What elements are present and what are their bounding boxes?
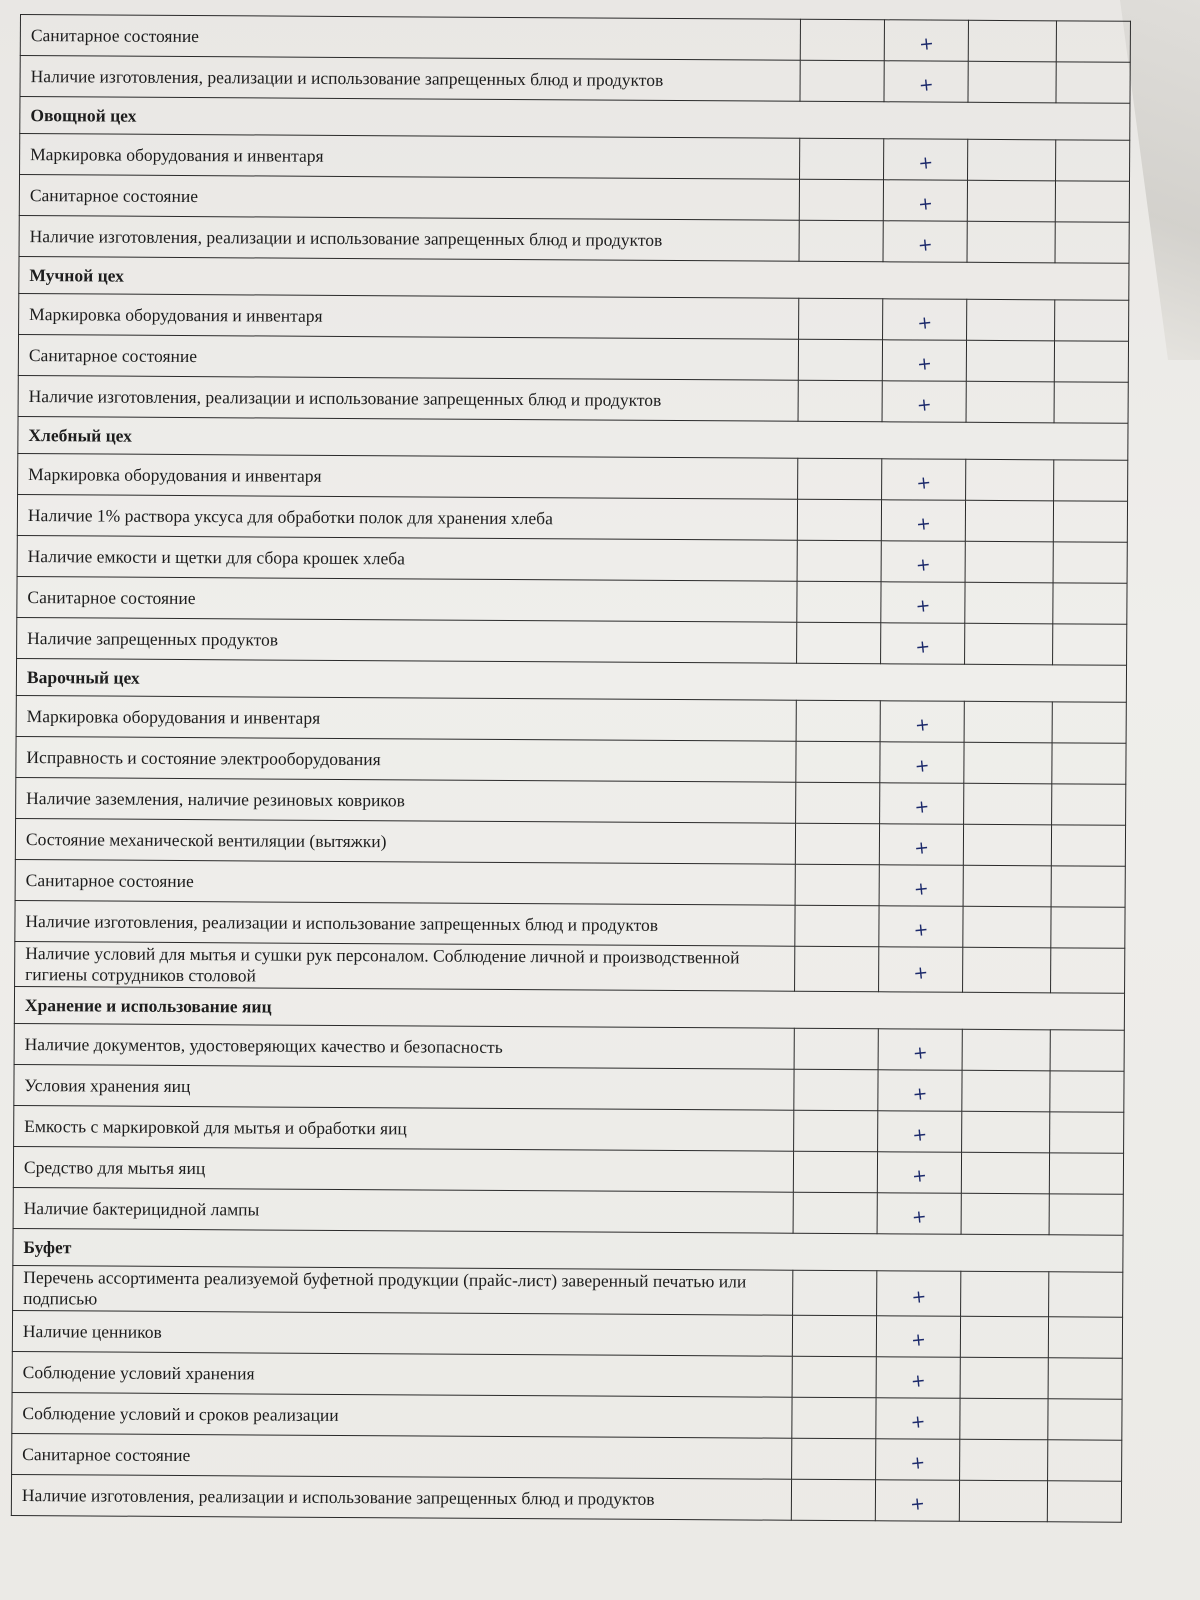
handwritten-plus-mark: +	[914, 636, 932, 658]
empty-cell	[960, 1398, 1048, 1440]
empty-cell	[967, 299, 1055, 341]
empty-cell	[794, 1110, 878, 1152]
empty-cell	[963, 906, 1051, 948]
criterion-text: Соблюдение условий и сроков реализации	[12, 1392, 792, 1438]
empty-cell	[1051, 866, 1125, 907]
empty-cell	[798, 339, 882, 381]
empty-cell	[797, 581, 881, 623]
handwritten-plus-mark: +	[911, 1124, 929, 1146]
criterion-text: Наличие изготовления, реализации и использование запрещенных блюд и продуктов	[20, 56, 800, 102]
checklist-body	[11, 15, 1130, 1523]
handwritten-mark-cell	[883, 180, 967, 222]
handwritten-plus-mark: +	[918, 33, 935, 55]
checklist-row	[18, 453, 1128, 501]
criterion-text: Наличие бактерицидной лампы	[13, 1187, 793, 1233]
empty-cell	[794, 1069, 878, 1111]
empty-cell	[961, 1152, 1049, 1194]
handwritten-mark-cell	[883, 299, 967, 341]
empty-cell	[1052, 784, 1126, 825]
handwritten-plus-mark: +	[913, 837, 931, 859]
empty-cell	[965, 500, 1053, 542]
checklist-row	[16, 695, 1126, 743]
criterion-text: Санитарное состояние	[12, 1433, 792, 1479]
checklist-row	[17, 617, 1127, 665]
criterion-text: Санитарное состояние	[19, 175, 799, 221]
handwritten-plus-mark: +	[909, 1411, 927, 1433]
checklist-row	[19, 175, 1129, 223]
criterion-text: Маркировка оборудования и инвентаря	[18, 453, 798, 499]
empty-cell	[1055, 222, 1129, 263]
empty-cell	[1054, 460, 1128, 501]
criterion-text: Наличие емкости и щетки для сбора крошек хлеба	[17, 535, 797, 581]
empty-cell	[1051, 825, 1125, 866]
handwritten-mark-cell	[876, 1439, 960, 1481]
empty-cell	[1053, 624, 1127, 665]
empty-cell	[966, 381, 1054, 423]
checklist-row	[16, 736, 1126, 784]
handwritten-plus-mark: +	[916, 353, 934, 375]
handwritten-plus-mark: +	[911, 1165, 929, 1187]
criterion-text: Перечень ассортимента реализуемой буфетной продукции (прайс-лист) заверенный печатью или подписью	[13, 1265, 793, 1315]
empty-cell	[795, 864, 879, 906]
criterion-text: Соблюдение условий хранения	[12, 1351, 792, 1397]
empty-cell	[1050, 1030, 1124, 1071]
checklist-row	[12, 1433, 1122, 1481]
criterion-text: Наличие изготовления, реализации и использование запрещенных блюд и продуктов	[15, 900, 795, 946]
empty-cell	[1056, 140, 1130, 181]
handwritten-plus-mark: +	[909, 1493, 927, 1515]
section-title: Хранение и использование яиц	[14, 986, 1124, 1030]
empty-cell	[795, 905, 879, 947]
empty-cell	[965, 623, 1053, 665]
checklist-row	[14, 1064, 1124, 1112]
handwritten-plus-mark: +	[911, 1206, 928, 1228]
empty-cell	[1056, 62, 1130, 103]
section-title: Варочный цех	[16, 658, 1126, 702]
empty-cell	[961, 1271, 1049, 1317]
checklist-row	[17, 535, 1127, 583]
criterion-text: Средство для мытья яиц	[13, 1146, 793, 1192]
handwritten-mark-cell	[884, 139, 968, 181]
empty-cell	[959, 1480, 1047, 1522]
empty-cell	[961, 1193, 1049, 1235]
empty-cell	[798, 458, 882, 500]
criterion-text: Маркировка оборудования и инвентаря	[16, 695, 796, 741]
handwritten-mark-cell	[879, 824, 963, 866]
checklist-row	[11, 1474, 1121, 1522]
empty-cell	[1047, 1481, 1121, 1522]
criterion-text: Исправность и состояние электрооборудования	[16, 736, 796, 782]
criterion-text: Санитарное состояние	[18, 334, 798, 380]
handwritten-plus-mark: +	[918, 74, 935, 96]
empty-cell	[799, 179, 883, 221]
criterion-text: Санитарное состояние	[20, 15, 800, 61]
criterion-text: Наличие запрещенных продуктов	[17, 617, 797, 663]
empty-cell	[1052, 702, 1126, 743]
empty-cell	[968, 61, 1056, 103]
empty-cell	[800, 138, 884, 180]
criterion-text: Наличие ценников	[12, 1310, 792, 1356]
empty-cell	[1048, 1317, 1122, 1358]
handwritten-plus-mark: +	[914, 595, 932, 617]
empty-cell	[798, 380, 882, 422]
checklist-row	[15, 900, 1125, 948]
empty-cell	[963, 947, 1051, 993]
handwritten-mark-cell	[881, 623, 965, 665]
section-title: Овощной цех	[20, 97, 1130, 141]
criterion-text: Санитарное состояние	[15, 859, 795, 905]
criterion-text: Наличие изготовления, реализации и использование запрещенных блюд и продуктов	[11, 1474, 791, 1520]
checklist-row	[13, 1146, 1123, 1194]
handwritten-plus-mark: +	[915, 472, 933, 494]
empty-cell	[796, 700, 880, 742]
handwritten-mark-cell	[878, 1070, 962, 1112]
empty-cell	[793, 1270, 877, 1316]
empty-cell	[964, 701, 1052, 743]
checklist-row	[19, 293, 1129, 341]
handwritten-mark-cell	[882, 381, 966, 423]
handwritten-mark-cell	[877, 1271, 961, 1317]
handwritten-plus-mark: +	[917, 234, 934, 256]
criterion-text: Наличие документов, удостоверяющих качество и безопасность	[14, 1023, 794, 1069]
empty-cell	[1053, 542, 1127, 583]
empty-cell	[964, 742, 1052, 784]
checklist-row	[15, 859, 1125, 907]
criterion-text: Санитарное состояние	[17, 576, 797, 622]
handwritten-mark-cell	[880, 783, 964, 825]
section-title: Буфет	[13, 1228, 1123, 1272]
empty-cell	[796, 741, 880, 783]
empty-cell	[1049, 1153, 1123, 1194]
criterion-text: Наличие условий для мытья и сушки рук персоналом. Соблюдение личной и производственной гигиены сотрудников столовой	[15, 941, 795, 991]
handwritten-plus-mark: +	[909, 1452, 927, 1474]
empty-cell	[1053, 501, 1127, 542]
checklist-row	[17, 494, 1127, 542]
empty-cell	[1048, 1358, 1122, 1399]
empty-cell	[797, 499, 881, 541]
handwritten-plus-mark: +	[917, 152, 935, 174]
handwritten-plus-mark: +	[912, 1042, 929, 1064]
empty-cell	[960, 1357, 1048, 1399]
handwritten-plus-mark: +	[911, 1083, 929, 1105]
empty-cell	[792, 1438, 876, 1480]
empty-cell	[800, 19, 884, 61]
handwritten-mark-cell	[875, 1480, 959, 1522]
empty-cell	[1051, 907, 1125, 948]
handwritten-mark-cell	[882, 340, 966, 382]
empty-cell	[1049, 1194, 1123, 1235]
checklist-row	[13, 1187, 1123, 1235]
empty-cell	[1055, 181, 1129, 222]
empty-cell	[967, 180, 1055, 222]
handwritten-plus-mark: +	[910, 1286, 928, 1308]
empty-cell	[795, 823, 879, 865]
handwritten-mark-cell	[876, 1398, 960, 1440]
empty-cell	[965, 582, 1053, 624]
handwritten-plus-mark: +	[915, 554, 932, 576]
handwritten-mark-cell	[880, 742, 964, 784]
empty-cell	[800, 60, 884, 102]
checklist-row	[14, 1023, 1124, 1071]
empty-cell	[799, 220, 883, 262]
empty-cell	[960, 1316, 1048, 1358]
handwritten-mark-cell	[883, 221, 967, 263]
inspection-checklist-table	[11, 14, 1131, 1523]
empty-cell	[966, 459, 1054, 501]
empty-cell	[1056, 21, 1130, 62]
handwritten-mark-cell	[878, 1029, 962, 1071]
empty-cell	[797, 622, 881, 664]
empty-cell	[793, 1192, 877, 1234]
empty-cell	[1051, 948, 1125, 993]
checklist-sheet	[11, 14, 1140, 1523]
empty-cell	[794, 1028, 878, 1070]
empty-cell	[968, 20, 1056, 62]
handwritten-plus-mark: +	[917, 193, 934, 215]
empty-cell	[1052, 743, 1126, 784]
empty-cell	[792, 1356, 876, 1398]
checklist-row	[19, 215, 1129, 263]
empty-cell	[962, 1070, 1050, 1112]
empty-cell	[1054, 341, 1128, 382]
empty-cell	[963, 824, 1051, 866]
handwritten-mark-cell	[877, 1193, 961, 1235]
checklist-row	[15, 818, 1125, 866]
handwritten-plus-mark: +	[914, 714, 931, 736]
checklist-row	[13, 1265, 1123, 1317]
empty-cell	[968, 139, 1056, 181]
checklist-row	[12, 1351, 1122, 1399]
empty-cell	[966, 340, 1054, 382]
handwritten-plus-mark: +	[913, 796, 931, 818]
handwritten-mark-cell	[876, 1316, 960, 1358]
empty-cell	[965, 541, 1053, 583]
handwritten-plus-mark: +	[910, 1329, 928, 1351]
handwritten-mark-cell	[880, 701, 964, 743]
handwritten-mark-cell	[879, 947, 963, 993]
handwritten-mark-cell	[881, 500, 965, 542]
empty-cell	[793, 1151, 877, 1193]
empty-cell	[1050, 1112, 1124, 1153]
empty-cell	[796, 782, 880, 824]
empty-cell	[962, 1029, 1050, 1071]
empty-cell	[1048, 1440, 1122, 1481]
checklist-row	[12, 1392, 1122, 1440]
handwritten-plus-mark: +	[910, 1370, 927, 1392]
empty-cell	[963, 865, 1051, 907]
handwritten-mark-cell	[881, 541, 965, 583]
criterion-text: Маркировка оборудования и инвентаря	[19, 293, 799, 339]
checklist-row	[15, 941, 1125, 993]
checklist-row	[18, 334, 1128, 382]
checklist-row	[14, 1105, 1124, 1153]
handwritten-mark-cell	[879, 906, 963, 948]
empty-cell	[1054, 382, 1128, 423]
handwritten-mark-cell	[882, 459, 966, 501]
checklist-row	[20, 15, 1130, 63]
criterion-text: Наличие изготовления, реализации и использование запрещенных блюд и продуктов	[18, 375, 798, 421]
handwritten-mark-cell	[877, 1152, 961, 1194]
criterion-text: Маркировка оборудования и инвентаря	[20, 134, 800, 180]
checklist-row	[18, 375, 1128, 423]
handwritten-mark-cell	[876, 1357, 960, 1399]
criterion-text: Наличие 1% раствора уксуса для обработки полок для хранения хлеба	[17, 494, 797, 540]
checklist-row	[20, 56, 1130, 104]
empty-cell	[1055, 300, 1129, 341]
section-title: Хлебный цех	[18, 416, 1128, 460]
handwritten-plus-mark: +	[915, 513, 933, 535]
criterion-text: Условия хранения яиц	[14, 1064, 794, 1110]
empty-cell	[797, 540, 881, 582]
empty-cell	[964, 783, 1052, 825]
handwritten-mark-cell	[884, 61, 968, 103]
criterion-text: Наличие изготовления, реализации и использование запрещенных блюд и продуктов	[19, 215, 799, 261]
empty-cell	[799, 298, 883, 340]
handwritten-mark-cell	[878, 1111, 962, 1153]
handwritten-mark-cell	[884, 20, 968, 62]
handwritten-plus-mark: +	[913, 878, 930, 900]
empty-cell	[1049, 1272, 1123, 1317]
section-title: Мучной цех	[19, 256, 1129, 300]
empty-cell	[792, 1315, 876, 1357]
handwritten-mark-cell	[881, 582, 965, 624]
criterion-text: Наличие заземления, наличие резиновых ковриков	[16, 777, 796, 823]
empty-cell	[1050, 1071, 1124, 1112]
empty-cell	[960, 1439, 1048, 1481]
handwritten-mark-cell	[879, 865, 963, 907]
handwritten-plus-mark: +	[912, 919, 930, 941]
checklist-row	[20, 134, 1130, 182]
checklist-row	[12, 1310, 1122, 1358]
checklist-row	[16, 777, 1126, 825]
handwritten-plus-mark: +	[913, 755, 931, 777]
empty-cell	[1053, 583, 1127, 624]
empty-cell	[792, 1397, 876, 1439]
checklist-row	[17, 576, 1127, 624]
criterion-text: Емкость с маркировкой для мытья и обработки яиц	[14, 1105, 794, 1151]
empty-cell	[1048, 1399, 1122, 1440]
empty-cell	[967, 221, 1055, 263]
handwritten-plus-mark: +	[916, 394, 933, 416]
handwritten-plus-mark: +	[916, 312, 934, 334]
handwritten-plus-mark: +	[912, 962, 930, 984]
empty-cell	[795, 946, 879, 992]
criterion-text: Состояние механической вентиляции (вытяжки)	[15, 818, 795, 864]
empty-cell	[962, 1111, 1050, 1153]
empty-cell	[791, 1479, 875, 1521]
